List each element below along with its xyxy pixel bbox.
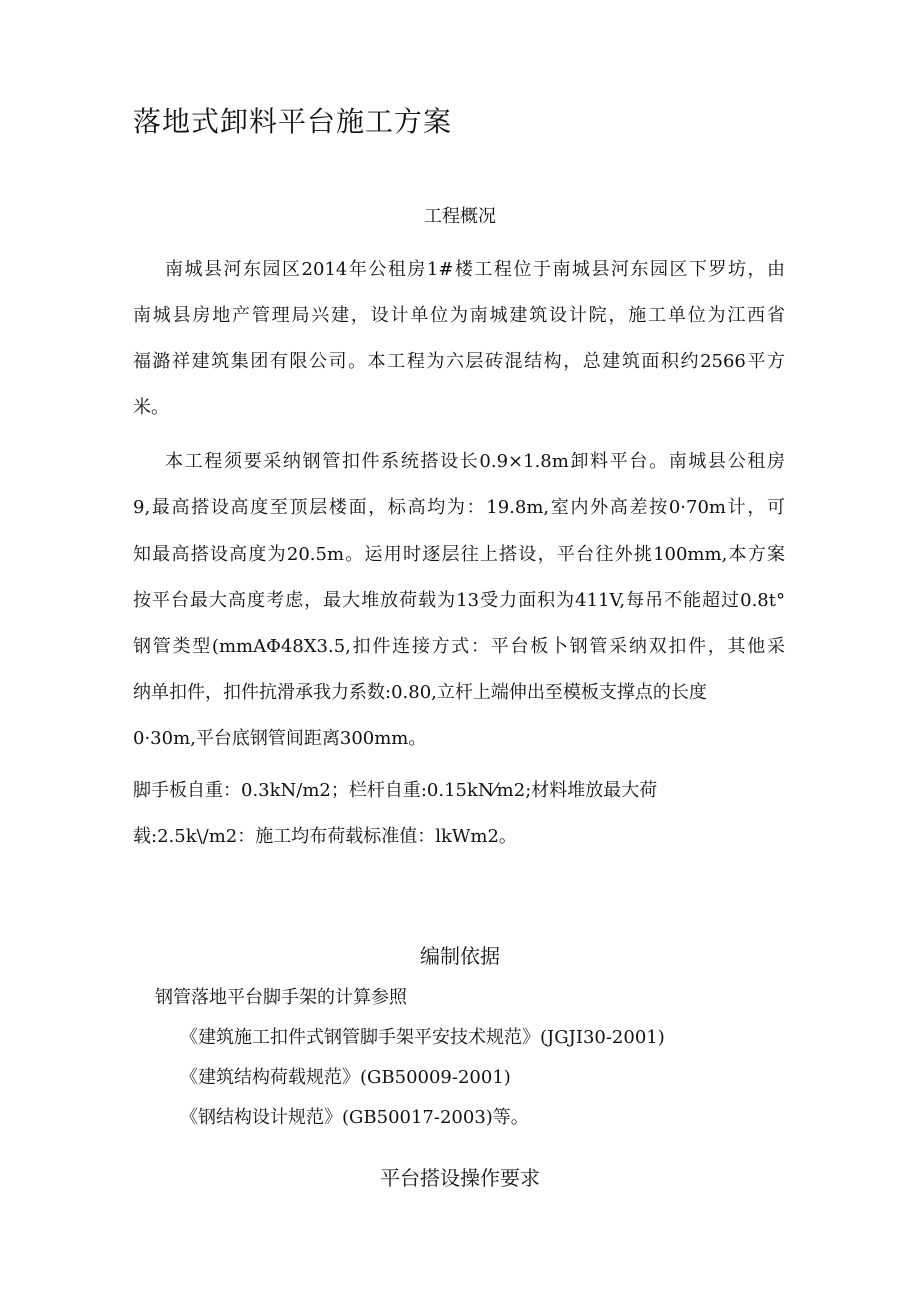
paragraph-line: 按平台最大高度考虑，最大堆放荷载为13受力面积为411V,每吊不能超过0.8t° — [133, 590, 785, 611]
reference-item: 《建筑施工扣件式钢管脚手架平安技术规范》(JGJI30-2001) — [180, 1027, 665, 1048]
section-heading-overview: 工程概况 — [424, 206, 496, 227]
paragraph-line: 纳单扣件，扣件抗滑承我力系数:0.80,立杆上端伸出至模板支撑点的长度 — [133, 682, 707, 703]
paragraph-line: 载:2.5k\/m2：施工均布荷载标准值：lkWm2。 — [133, 826, 517, 847]
reference-item: 《建筑结构荷载规范》(GB50009-2001) — [180, 1067, 511, 1088]
paragraph-line: 脚手板自重：0.3kN/m2；栏杆自重:0.15kN⁄m2;材料堆放最大荷 — [133, 780, 658, 801]
section-heading-requirements: 平台搭设操作要求 — [380, 1166, 540, 1190]
paragraph-line: 0·30m,平台底钢管间距离300mm。 — [133, 728, 427, 749]
paragraph-line: 南城县河东园区2014年公租房1#楼工程位于南城县河东园区下罗坊，由 — [165, 259, 785, 280]
reference-item: 《钢结构设计规范》(GB50017-2003)等。 — [180, 1107, 529, 1128]
paragraph-line: 福潞祥建筑集团有限公司。本工程为六层砖混结构，总建筑面积约2566平方 — [133, 351, 785, 372]
paragraph-line: 钢管类型(mmAΦ48X3.5,扣件连接方式：平台板卜钢管采纳双扣件，其他采 — [133, 636, 785, 657]
paragraph-line: 9,最高搭设高度至顶层楼面，标高均为：19.8m,室内外高差按0·70m计，可 — [133, 497, 785, 518]
paragraph-line: 知最高搭设高度为20.5m。运用时逐层往上搭设，平台往外挑100mm,本方案 — [133, 544, 785, 565]
paragraph-line: 本工程须要采纳钢管扣件系统搭设长0.9×1.8m卸料平台。南城县公租房 — [165, 451, 785, 472]
basis-intro: 钢管落地平台脚手架的计算参照 — [155, 987, 407, 1008]
document-title: 落地式卸料平台施工方案 — [133, 105, 453, 138]
section-heading-basis: 编制依据 — [420, 944, 500, 968]
paragraph-line: 南城县房地产管理局兴建，设计单位为南城建筑设计院，施工单位为江西省 — [133, 305, 785, 326]
paragraph-line: 米。 — [133, 397, 169, 418]
